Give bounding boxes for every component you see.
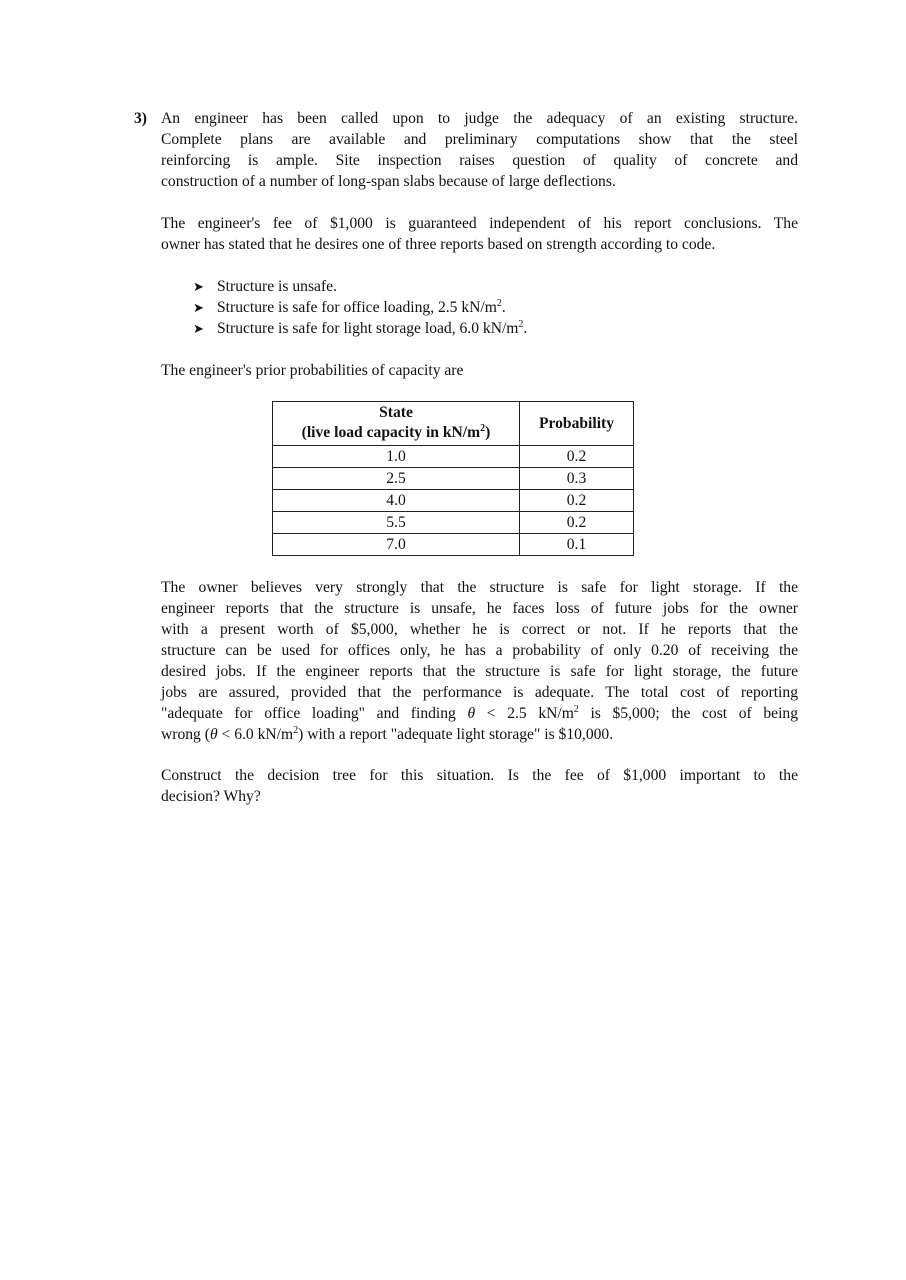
probability-cell: 0.2 xyxy=(520,490,634,512)
fee-line: owner has stated that he desires one of three reports based on strength according to code. xyxy=(161,236,716,253)
question-number: 3) xyxy=(134,110,147,127)
table-row xyxy=(273,512,634,534)
intro-line: An engineer has been called upon to judge the adequacy of an existing structure. xyxy=(161,110,798,127)
probability-cell: 0.2 xyxy=(520,446,634,468)
prior-intro: The engineer's prior probabilities of capacity are xyxy=(161,362,464,379)
probability-cell: 0.1 xyxy=(520,534,634,556)
task-line: decision? Why? xyxy=(161,788,261,805)
fee-line: The engineer's fee of $1,000 is guaranteed independent of his report conclusions. The xyxy=(161,215,798,232)
table-row xyxy=(273,468,634,490)
probability-column-header: Probability xyxy=(520,402,634,446)
table-header-row xyxy=(273,402,634,446)
owner-line: with a present worth of $5,000, whether he is correct or not. If he reports that the xyxy=(161,621,798,638)
report-option: ➤ Structure is safe for office loading, 2.5 $kN/m^2$. xyxy=(193,298,506,316)
table-row xyxy=(273,446,634,468)
intro-line: reinforcing is ample. Site inspection raises question of quality of concrete and xyxy=(161,152,798,169)
task-paragraph xyxy=(161,765,798,807)
report-option: ➤ Structure is safe for light storage load, 6.0 $kN/m^2$. xyxy=(193,319,528,337)
owner-paragraph xyxy=(161,577,798,745)
task-line: Construct the decision tree for this situation. Is the fee of $1,000 important to the xyxy=(161,767,798,784)
owner-line: The owner believes very strongly that the structure is safe for light storage. If the xyxy=(161,579,798,596)
arrow-bullet-icon: ➤ xyxy=(193,279,204,294)
owner-line: "adequate for office loading" and finding θ < 2.5 $kN/m^2$ is $5,000; the cost of being xyxy=(161,704,799,722)
owner-line: structure can be used for offices only, he has a probability of only 0.20 of receiving the xyxy=(161,642,798,659)
fee-paragraph xyxy=(161,213,798,255)
owner-line: wrong (θ < 6.0 $kN/m^2$) with a report "adequate light storage" is $10,000. xyxy=(161,725,614,743)
report-option: ➤ Structure is unsafe. xyxy=(193,278,337,295)
prior-probability-table xyxy=(272,401,634,556)
state-cell: 5.5 xyxy=(273,512,520,534)
intro-paragraph xyxy=(161,108,798,192)
arrow-bullet-icon: ➤ xyxy=(193,300,204,315)
arrow-bullet-icon: ➤ xyxy=(193,321,204,336)
state-cell: 4.0 xyxy=(273,490,520,512)
intro-line: construction of a number of long-span slabs because of large deflections. xyxy=(161,173,616,190)
intro-line: Complete plans are available and preliminary computations show that the steel xyxy=(161,131,798,148)
probability-cell: 0.2 xyxy=(520,512,634,534)
owner-line: desired jobs. If the engineer reports that the structure is safe for light storage, the future xyxy=(161,663,798,680)
owner-line: jobs are assured, provided that the performance is adequate. The total cost of reporting xyxy=(161,684,798,701)
state-cell: 7.0 xyxy=(273,534,520,556)
state-cell: 1.0 xyxy=(273,446,520,468)
owner-line: engineer reports that the structure is unsafe, he faces loss of future jobs for the owner xyxy=(161,600,798,617)
report-options-list xyxy=(193,276,527,339)
probability-cell: 0.3 xyxy=(520,468,634,490)
table-row xyxy=(273,490,634,512)
table-row xyxy=(273,534,634,556)
state-column-header: State (live load capacity in $kN/m^2$) xyxy=(273,402,520,446)
state-cell: 2.5 xyxy=(273,468,520,490)
